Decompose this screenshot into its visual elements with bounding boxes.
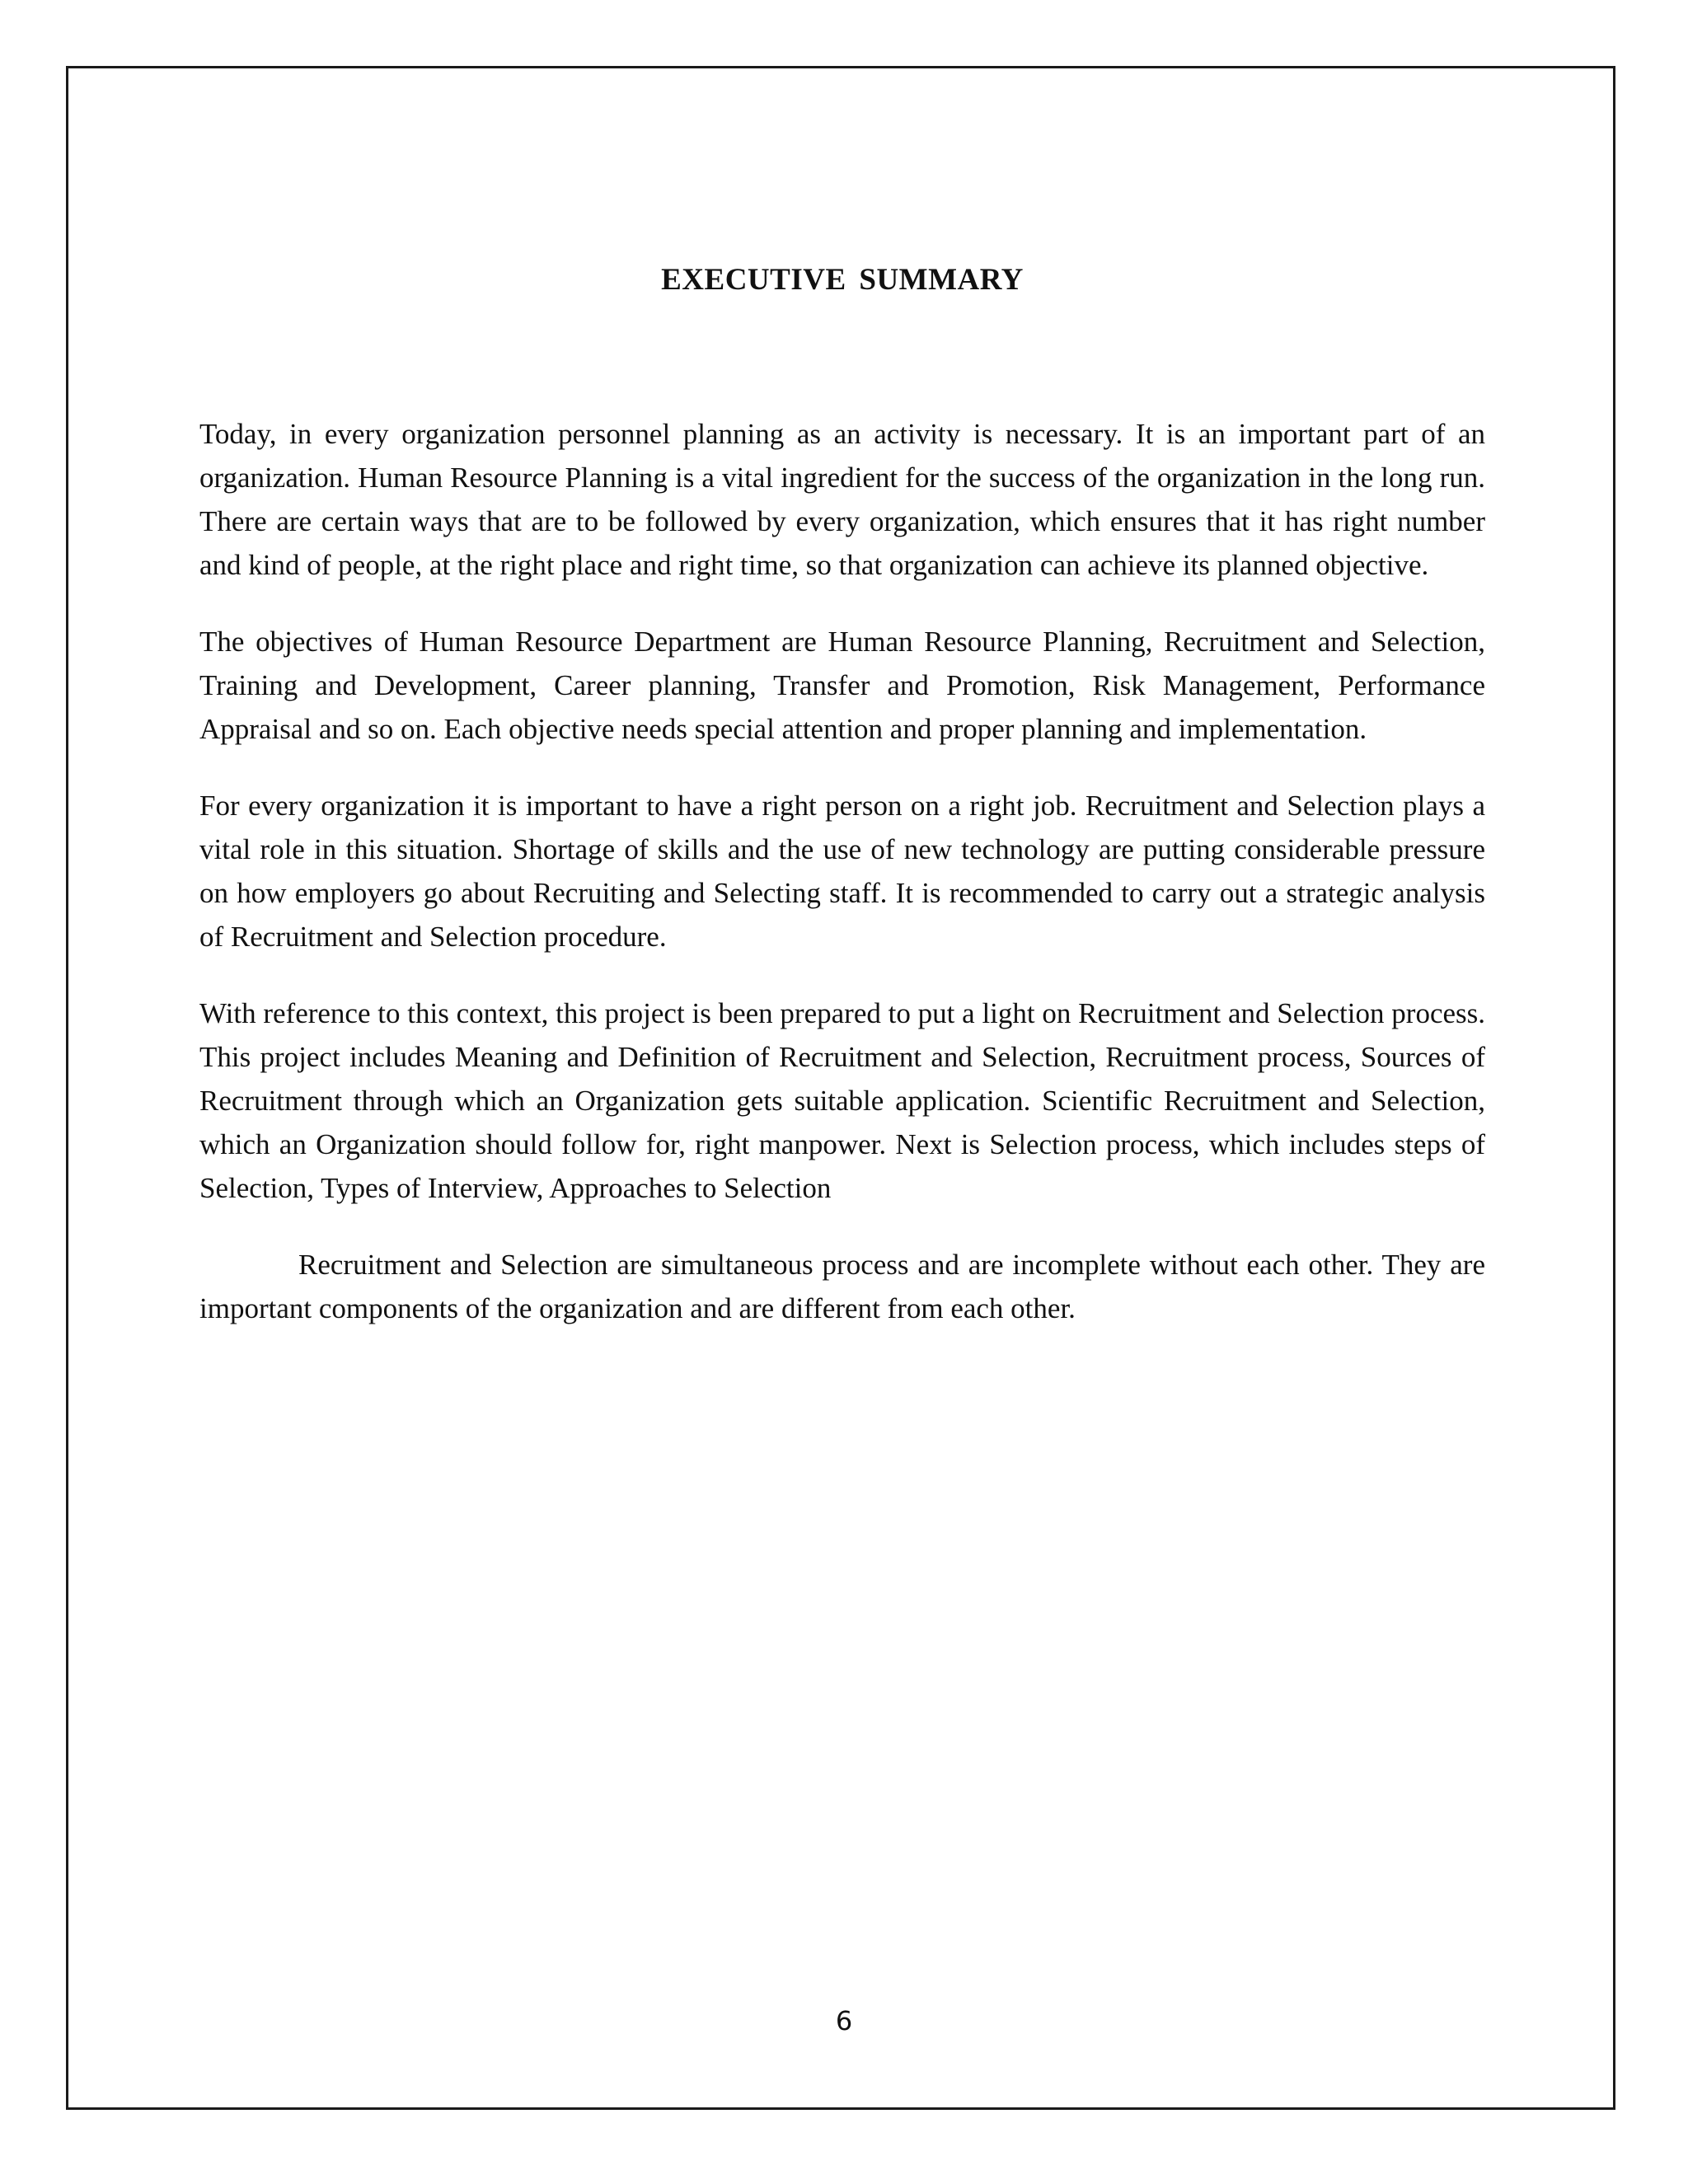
page-number: 6 <box>835 2005 853 2036</box>
paragraph-project-context: With reference to this context, this project is been prepared to put a light on Recruitment and Selection process. This project includes Meaning and Definition of Recruitment and Selection, Recruitment process, Sources of Recruitment through which an Organization gets suitable application. Scientific Recruitment and Selection, which an Organization should follow for, right manpower. Next is Selection process, which includes steps of Selection, Types of Interview, Approaches to Selection <box>199 997 1485 1204</box>
paragraph-conclusion: Recruitment and Selection are simultaneous process and are incomplete without each other. They are important components of the organization and are different from each other. <box>199 1249 1485 1324</box>
page-title: EXECUTIVE SUMMARY <box>661 263 1024 297</box>
paragraph-objectives: The objectives of Human Resource Department are Human Resource Planning, Recruitment and Selection, Training and Development, Career planning, Transfer and Promotion, Risk Management, Performance Appraisal and so on. Each objective needs special attention and proper planning and implementation. <box>199 626 1485 745</box>
paragraph-intro: Today, in every organization personnel planning as an activity is necessary. It is an important part of an organization. Human Resource Planning is a vital ingredient for the success of the organization in the long run. There are certain ways that are to be followed by every organization, which ensures that it has right number and kind of people, at the right place and right time, so that organization can achieve its planned objective. <box>199 418 1485 581</box>
paragraph-right-person: For every organization it is important to have a right person on a right job. Recruitment and Selection plays a vital role in this situation. Shortage of skills and the use of new technology are putting considerable pressure on how employers go about Recruiting and Selecting staff. It is recommended to carry out a strategic analysis of Recruitment and Selection procedure. <box>199 790 1485 953</box>
document-body <box>199 412 1485 1363</box>
